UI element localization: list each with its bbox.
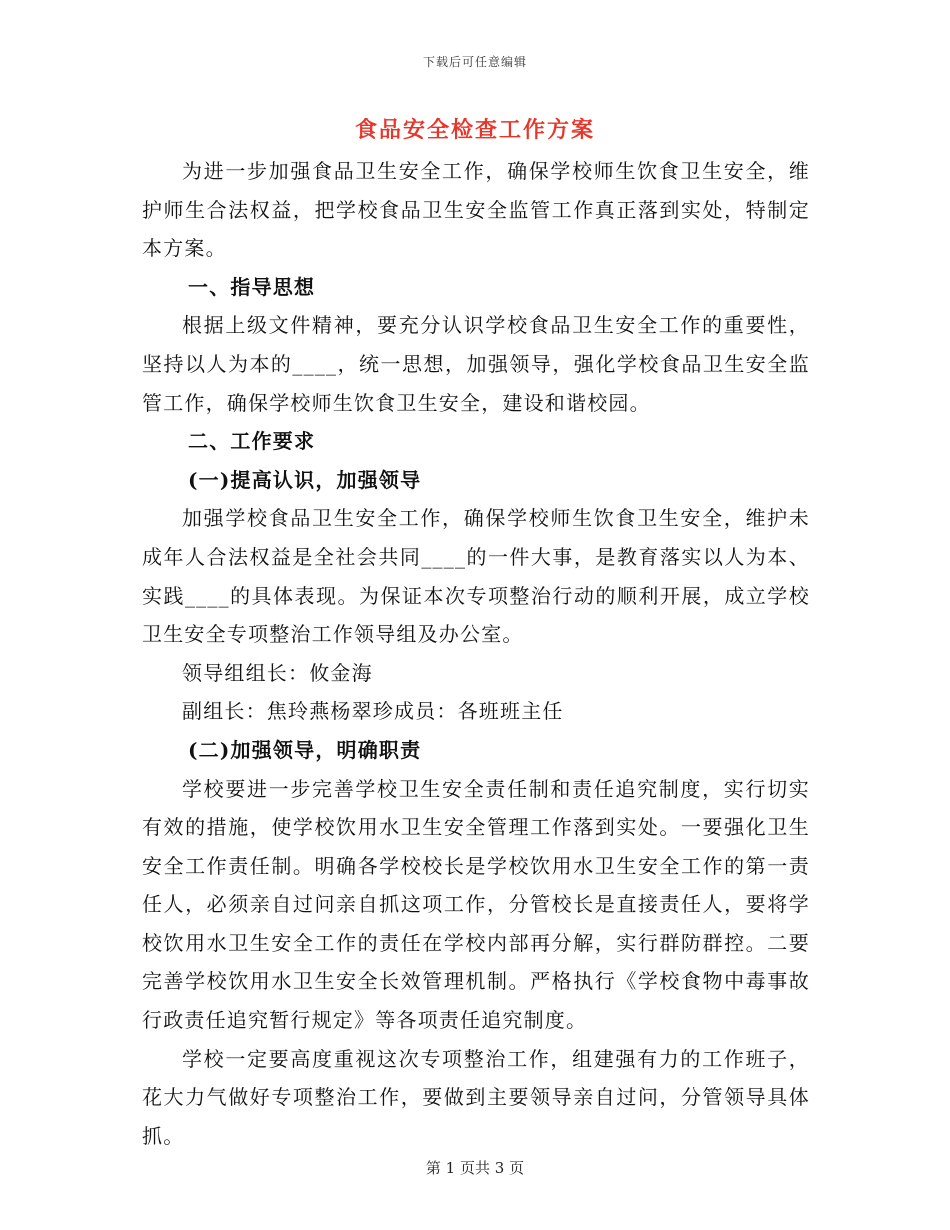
section-heading-work-requirements: 二、工作要求 <box>188 429 316 454</box>
header-note: 下载后可任意编辑 <box>422 55 527 69</box>
closing-paragraph: 学校一定要高度重视这次专项整治工作，组建强有力的工作班子，花大力气做好专项整治工作，要做到主要领导亲自过问，分管领导具体抓。 <box>142 1046 810 1148</box>
section-heading-guiding-ideology: 一、指导思想 <box>188 274 316 299</box>
subsection-heading-clarify-duties: (二)加强领导，明确职责 <box>188 737 422 762</box>
intro-paragraph: 为进一步加强食品卫生安全工作，确保学校师生饮食卫生安全，维护师生合法权益，把学校食品卫生安全监管工作真正落到实处，特制定本方案。 <box>142 159 810 261</box>
deputy-line: 副组长：焦玲燕杨翠珍成员：各班班主任 <box>182 699 564 724</box>
leader-line: 领导组组长：攸金海 <box>182 660 373 685</box>
document-title: 食品安全检查工作方案 <box>354 117 595 143</box>
document-body <box>142 152 810 1155</box>
subsection-heading-raise-awareness: (一)提高认识，加强领导 <box>188 467 422 492</box>
raise-awareness-paragraph: 加强学校食品卫生安全工作，确保学校师生饮食卫生安全，维护未成年人合法权益是全社会共同____的一件大事，是教育落实以人为本、实践____的具体表现。为保证本次专项整治行动的顺利开展，成立学校卫生安全专项整治工作领导组及办公室。 <box>142 506 810 647</box>
guiding-ideology-paragraph: 根据上级文件精神，要充分认识学校食品卫生安全工作的重要性，坚持以人为本的____，统一思想，加强领导，强化学校食品卫生安全监管工作，确保学校师生饮食卫生安全，建设和谐校园。 <box>142 313 810 415</box>
clarify-duties-paragraph: 学校要进一步完善学校卫生安全责任制和责任追究制度，实行切实有效的措施，使学校饮用水卫生安全管理工作落到实处。一要强化卫生安全工作责任制。明确各学校校长是学校饮用水卫生安全工作的第一责任人，必须亲自过问亲自抓这项工作，分管校长是直接责任人，要将学校饮用水卫生安全工作的责任在学校内部再分解，实行群防群控。二要完善学校饮用水卫生安全长效管理机制。严格执行《学校食物中毒事故行政责任追究暂行规定》等各项责任追究制度。 <box>142 776 810 1033</box>
page-footer: 第 1 页共 3 页 <box>425 1159 525 1177</box>
